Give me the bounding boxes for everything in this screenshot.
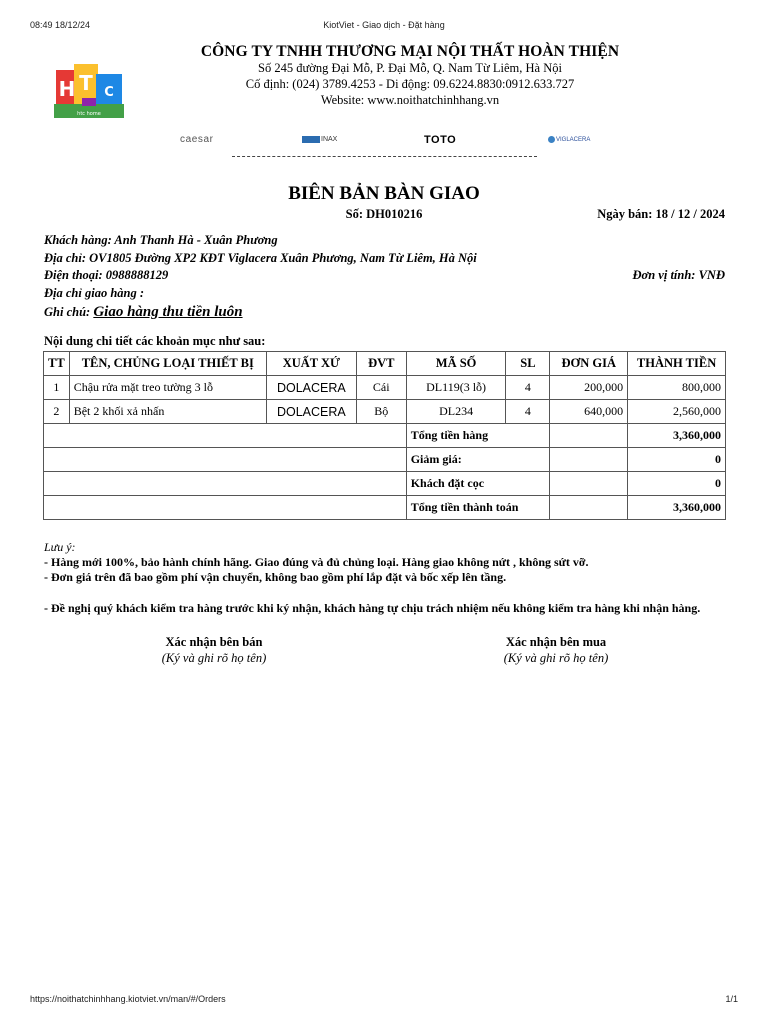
seller-signature-title: Xác nhận bên bán [165, 635, 263, 649]
document-number: Số: DH010216 [345, 207, 423, 221]
print-header [0, 20, 768, 32]
note-line-3: - Đề nghị quý khách kiểm tra hàng trước khi ký nhận, khách hàng tự chịu trách nhiệm nếu không kiểm tra hàng khi nhận hàng. [44, 601, 701, 615]
brand-caesar-logo: caesar [180, 134, 214, 145]
table-intro: Nội dung chi tiết các khoản mục như sau: [44, 334, 266, 348]
buyer-signature-title: Xác nhận bên mua [505, 635, 607, 649]
brand-inax-logo: INAX [302, 132, 337, 148]
customer-address: Địa chỉ: OV1805 Đường XP2 KĐT Viglacera Xuân Phương, Nam Từ Liêm, Hà Nội [44, 251, 477, 265]
separator-line [232, 156, 537, 157]
print-page-number: 1/1 [725, 994, 738, 1004]
cell-unit: Bộ [356, 400, 406, 424]
brand-viglacera-logo: VIGLACERA [548, 132, 590, 148]
summary-spacer [44, 448, 407, 472]
summary-value: 0 [628, 448, 726, 472]
buyer-signature-hint: (Ký và ghi rõ họ tên) [503, 651, 609, 665]
cell-total: 2,560,000 [628, 400, 726, 424]
note-line-2: - Đơn giá trên đã bao gồm phí vận chuyển, không bao gồm phí lắp đặt và bốc xếp lên tầng. [44, 570, 507, 584]
document-title: BIÊN BẢN BÀN GIAO [288, 183, 480, 204]
table-row [44, 400, 726, 424]
cell-tt: 1 [44, 376, 70, 400]
cell-name: Bệt 2 khối xả nhấn [69, 400, 266, 424]
cell-name: Chậu rửa mặt treo tường 3 lỗ [69, 376, 266, 400]
col-header-origin: XUẤT XỨ [266, 352, 356, 376]
svg-text:T: T [79, 71, 93, 95]
summary-spacer [44, 424, 407, 448]
summary-label: Tổng tiền thành toán [406, 496, 550, 520]
customer-phone: Điện thoại: 0988888129 [44, 268, 169, 282]
svg-text:htc home: htc home [77, 111, 101, 117]
note-label: Ghi chú: [44, 305, 94, 319]
customer-name: Khách hàng: Anh Thanh Hà - Xuân Phương [44, 233, 278, 247]
items-table [43, 351, 726, 520]
summary-row-subtotal [44, 424, 726, 448]
cell-code: DL119(3 lỗ) [406, 376, 506, 400]
svg-text:H: H [58, 77, 76, 101]
cell-qty: 4 [506, 400, 550, 424]
cell-origin: DOLACERA [266, 376, 356, 400]
col-header-code: MÃ SỐ [406, 352, 506, 376]
order-note [44, 304, 243, 321]
table-row [44, 376, 726, 400]
cell-total: 800,000 [628, 376, 726, 400]
summary-label: Khách đặt cọc [406, 472, 550, 496]
summary-spacer [44, 472, 407, 496]
company-name: CÔNG TY TNHH THƯƠNG MẠI NỘI THẤT HOÀN THIỆN [200, 43, 620, 60]
summary-row-deposit [44, 472, 726, 496]
notes-title: Lưu ý: [44, 540, 76, 554]
brand-toto-logo: TOTO [424, 134, 457, 146]
print-page-title: KiotViet - Giao dịch - Đặt hàng [323, 20, 445, 30]
print-footer [0, 994, 768, 1006]
company-header [130, 44, 690, 108]
col-header-tt: TT [44, 352, 70, 376]
brand-logos [0, 132, 768, 148]
buyer-signature [436, 634, 676, 666]
cell-price: 200,000 [550, 376, 628, 400]
print-datetime: 08:49 18/12/24 [30, 20, 91, 30]
summary-spacer [550, 496, 628, 520]
summary-row-discount [44, 448, 726, 472]
company-phone: Cố định: (024) 3789.4253 - Di động: 09.6224.8830:0912.633.727 [245, 77, 575, 91]
cell-unit: Cái [356, 376, 406, 400]
cell-origin: DOLACERA [266, 400, 356, 424]
summary-value: 3,360,000 [628, 424, 726, 448]
summary-label: Tổng tiền hàng [406, 424, 550, 448]
inax-mark-icon [302, 136, 320, 143]
col-header-unit: ĐVT [356, 352, 406, 376]
note-value: Giao hàng thu tiền luôn [93, 304, 243, 320]
summary-spacer [550, 424, 628, 448]
cell-qty: 4 [506, 376, 550, 400]
summary-spacer [550, 448, 628, 472]
summary-spacer [550, 472, 628, 496]
seller-signature-hint: (Ký và ghi rõ họ tên) [161, 651, 267, 665]
svg-text:C: C [104, 85, 114, 100]
note-line-1: - Hàng mới 100%, bảo hành chính hãng. Giao đúng và đủ chủng loại. Hàng giao không nứt , không sứt vỡ. [44, 555, 589, 569]
cell-tt: 2 [44, 400, 70, 424]
col-header-name: TÊN, CHỦNG LOẠI THIẾT BỊ [69, 352, 266, 376]
viglacera-mark-icon [548, 136, 555, 143]
col-header-total: THÀNH TIỀN [628, 352, 726, 376]
company-address: Số 245 đường Đại Mỗ, P. Đại Mỗ, Q. Nam Từ Liêm, Hà Nội [258, 61, 562, 75]
summary-value: 3,360,000 [628, 496, 726, 520]
summary-row-grand-total [44, 496, 726, 520]
seller-signature [94, 634, 334, 666]
col-header-price: ĐƠN GIÁ [550, 352, 628, 376]
company-logo [52, 60, 126, 130]
summary-value: 0 [628, 472, 726, 496]
sale-date: Ngày bán: 18 / 12 / 2024 [597, 207, 725, 221]
summary-label: Giảm giá: [406, 448, 550, 472]
summary-spacer [44, 496, 407, 520]
cell-code: DL234 [406, 400, 506, 424]
delivery-address: Địa chỉ giao hàng : [44, 286, 145, 300]
cell-price: 640,000 [550, 400, 628, 424]
table-header-row [44, 352, 726, 376]
currency-unit: Đơn vị tính: VNĐ [632, 268, 725, 282]
print-url: https://noithatchinhhang.kiotviet.vn/man/#/Orders [30, 994, 226, 1004]
company-website: Website: www.noithatchinhhang.vn [320, 93, 500, 107]
col-header-qty: SL [506, 352, 550, 376]
